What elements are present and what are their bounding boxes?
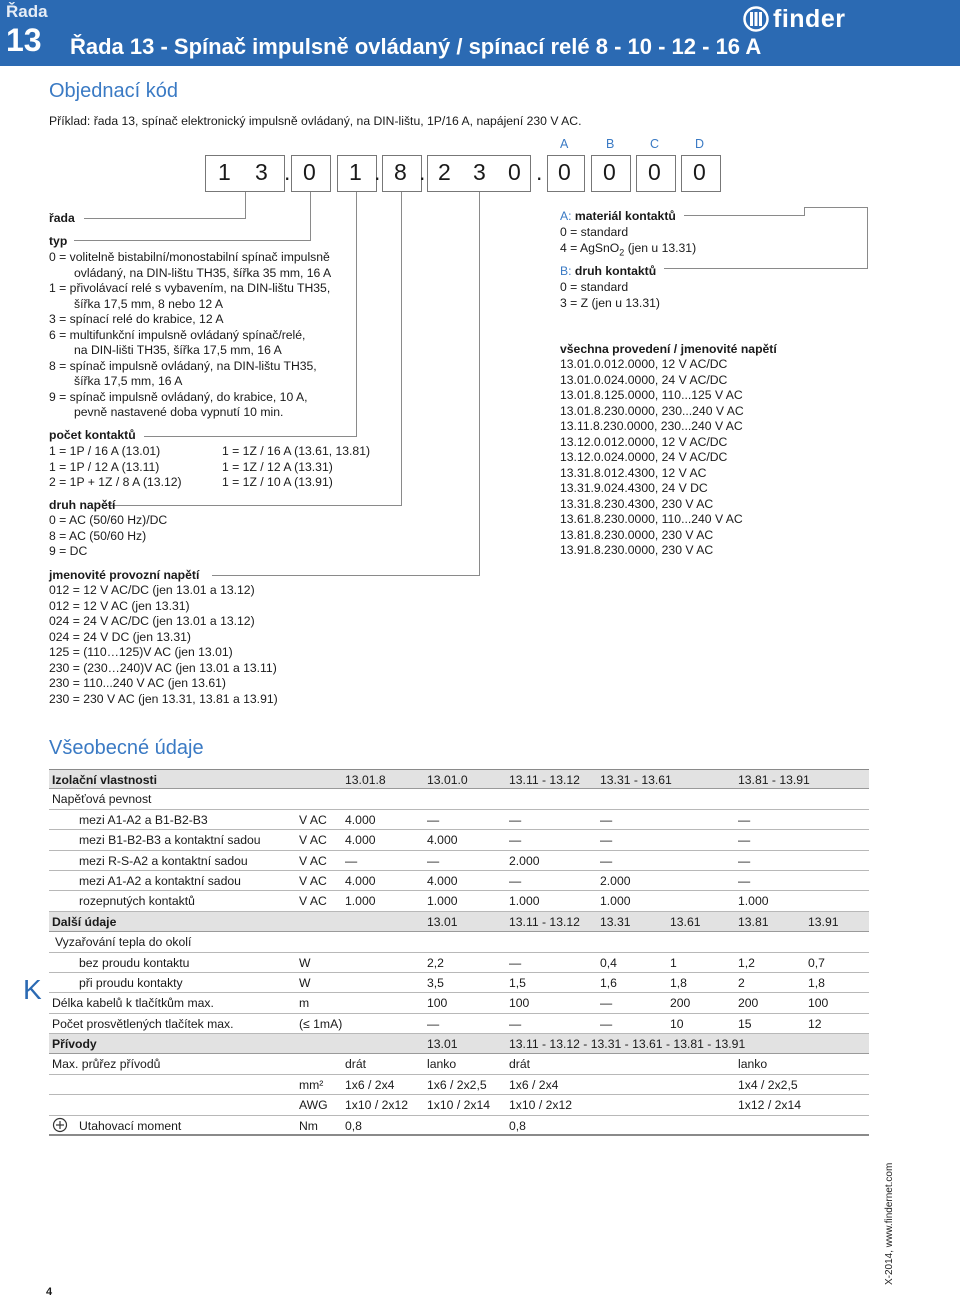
version-line: 13.31.8.012.4300, 12 V AC — [560, 465, 707, 480]
rated-line: 230 = (230…240)V AC (jen 13.01 a 13.11) — [49, 660, 277, 675]
code-dot: . — [419, 159, 426, 185]
table-cell: 1,8 — [808, 975, 825, 990]
voltage-type-line: 0 = AC (50/60 Hz)/DC — [49, 513, 168, 527]
rated-voltage-list — [49, 583, 278, 707]
table-cell: 13.01.8 — [345, 773, 386, 787]
connector-line — [867, 207, 868, 269]
table-cell: Přívody — [52, 1037, 97, 1052]
table-cell: — — [738, 873, 751, 888]
table-cell: bez proudu kontaktu — [79, 955, 190, 970]
rated-line: 024 = 24 V AC/DC (jen 13.01 a 13.12) — [49, 614, 255, 628]
typ-line: 9 = spínač impulsně ovládaný, do krabice, 10 A, — [49, 389, 308, 404]
table-row — [49, 1116, 869, 1136]
typ-line: pevně nastavené doba vypnutí 10 min. — [74, 405, 284, 419]
table-cell: 0,4 — [600, 955, 617, 970]
side-text: X-2014, www.findernet.com — [884, 1162, 895, 1285]
table-cell: 13.31 — [600, 914, 631, 929]
version-line: 13.01.0.012.0000, 12 V AC/DC — [560, 357, 728, 371]
table-cell: mezi B1-B2-B3 a kontaktní sadou — [79, 833, 261, 848]
connector-line — [356, 192, 357, 437]
table-cell: W — [299, 975, 311, 990]
table-cell: 100 — [808, 996, 829, 1011]
typ-line: 1 = přivolávací relé s vybavením, na DIN-lištu TH35, — [49, 281, 331, 295]
table-cell: 0,8 — [509, 1118, 526, 1133]
table-cell: — — [738, 833, 751, 848]
a-prefix: A: — [560, 209, 572, 223]
version-line: 13.11.8.230.0000, 230...240 V AC — [560, 419, 743, 433]
table-cell: 1,8 — [670, 975, 687, 990]
table-row — [49, 891, 869, 911]
table-cell: W — [299, 955, 311, 970]
table-cell: 1x6 / 2x4 — [345, 1077, 395, 1092]
table-cell: Další údaje — [52, 914, 117, 929]
table-cell: 13.11 - 13.12 — [509, 773, 580, 787]
table-cell: 1.000 — [600, 894, 631, 909]
brand-name: finder — [773, 4, 846, 33]
table-row — [49, 1095, 869, 1115]
table-cell: V AC — [299, 812, 327, 827]
connector-line — [108, 505, 402, 506]
table-header-row — [49, 912, 869, 932]
a-line-agsno2 — [560, 241, 696, 261]
table-cell: 13.81 — [738, 914, 769, 929]
finder-logo-icon — [743, 6, 769, 32]
page-title: Řada 13 - Spínač impulsně ovládaný / spínací relé 8 - 10 - 12 - 16 A — [70, 34, 762, 59]
typ-line: ovládaný, na DIN-lištu TH35, šířka 35 mm, 16 A — [74, 265, 332, 280]
table-cell: 1x10 / 2x12 — [509, 1098, 573, 1113]
table-cell: drát — [509, 1057, 531, 1072]
code-digit: 3 — [473, 159, 486, 185]
table-cell: 15 — [738, 1016, 752, 1031]
a-line: 0 = standard — [560, 225, 629, 239]
code-digit: 0 — [303, 159, 316, 185]
rated-line: 230 = 110...240 V AC (jen 13.61) — [49, 676, 226, 690]
connector-line — [401, 192, 402, 506]
table-row — [49, 1014, 869, 1034]
connector-line — [804, 207, 805, 216]
table-cell: — — [600, 812, 613, 827]
section-letter: K — [23, 974, 42, 1005]
table-cell: 10 — [670, 1016, 684, 1031]
general-title: Všeobecné údaje — [49, 737, 204, 759]
table-cell: — — [738, 812, 751, 827]
rated-line: 125 = (110…125)V AC (jen 13.01) — [49, 645, 233, 659]
code-dot: . — [536, 159, 543, 185]
table-cell: Utahovací moment — [79, 1118, 182, 1133]
table-cell: drát — [345, 1057, 367, 1072]
contacts-line: 1 = 1P / 12 A (13.11) — [49, 459, 160, 474]
table-cell: — — [738, 853, 751, 868]
table-cell: — — [509, 833, 522, 848]
table-cell: — — [600, 996, 613, 1011]
version-line: 13.61.8.230.0000, 110...240 V AC — [560, 512, 743, 526]
all-versions-list — [560, 357, 744, 559]
connector-line — [74, 240, 311, 241]
contacts-line: 1 = 1Z / 12 A (13.31) — [222, 459, 333, 474]
table-cell: 1.000 — [738, 894, 769, 909]
table-row — [49, 953, 869, 973]
table-cell: 100 — [509, 996, 530, 1011]
table-cell: 13.01 — [427, 914, 458, 929]
page-header — [0, 0, 960, 66]
code-digit: 2 — [438, 159, 451, 185]
table-cell: 1x6 / 2x2,5 — [427, 1077, 487, 1092]
table-cell: 13.01 — [427, 1037, 458, 1052]
code-letter-d: D — [695, 137, 705, 151]
typ-label: typ — [49, 234, 68, 248]
table-cell: V AC — [299, 833, 327, 848]
rated-line: 012 = 12 V AC/DC (jen 13.01 a 13.12) — [49, 583, 255, 597]
table-row — [49, 810, 869, 830]
table-cell: 13.61 — [670, 914, 701, 929]
a-line2-tail: (jen u 13.31) — [624, 241, 697, 255]
table-cell: 1.000 — [345, 894, 376, 909]
table-cell: V AC — [299, 873, 327, 888]
contacts-line: 1 = 1Z / 16 A (13.61, 13.81) — [222, 444, 371, 458]
table-row — [49, 871, 869, 891]
code-dot: . — [374, 159, 381, 185]
table-cell: 4.000 — [427, 873, 458, 888]
side-note — [875, 1162, 895, 1290]
table-cell: — — [600, 833, 613, 848]
version-line: 13.01.8.230.0000, 230...240 V AC — [560, 403, 744, 418]
table-cell: 1,6 — [600, 975, 617, 990]
table-row — [49, 789, 869, 809]
table-cell: Vyzařování tepla do okolí — [55, 935, 192, 950]
code-digit: 0 — [693, 159, 706, 185]
table-cell: 13.31 - 13.61 — [600, 773, 672, 787]
typ-line: šířka 17,5 mm, 16 A — [74, 374, 183, 388]
b-line: 0 = standard — [560, 280, 629, 294]
code-dot: . — [284, 159, 291, 185]
contacts-line: 2 = 1P + 1Z / 8 A (13.12) — [49, 475, 182, 489]
table-cell: Počet prosvětlených tlačítek max. — [52, 1016, 234, 1031]
b-line: 3 = Z (jen u 13.31) — [560, 295, 660, 310]
connector-line — [310, 192, 311, 241]
code-box-series — [205, 155, 285, 192]
table-cell: (≤ 1mA) — [299, 1016, 343, 1031]
table-cell: Délka kabelů k tlačítkům max. — [52, 996, 214, 1011]
table-cell: m — [299, 996, 310, 1011]
table-row — [49, 1054, 869, 1074]
version-line: 13.01.0.024.0000, 24 V AC/DC — [560, 372, 728, 387]
table-cell: Max. průřez přívodů — [52, 1057, 161, 1072]
table-cell: 0,8 — [345, 1118, 362, 1133]
code-letter-a: A — [560, 137, 569, 151]
contacts-right — [222, 444, 370, 491]
code-digit: 8 — [394, 159, 407, 185]
table-cell: AWG — [299, 1098, 328, 1113]
contacts-label: počet kontaktů — [49, 428, 136, 442]
connector-line — [664, 268, 868, 269]
b-list — [560, 280, 660, 311]
version-line: 13.81.8.230.0000, 230 V AC — [560, 527, 714, 542]
all-versions-label: všechna provedení / jmenovité napětí — [560, 342, 777, 356]
table-cell: při proudu kontakty — [79, 975, 183, 990]
table-cell: — — [427, 1016, 440, 1031]
code-digit: 0 — [648, 159, 661, 185]
table-cell: rozepnutých kontaktů — [79, 894, 195, 909]
connector-line — [804, 207, 867, 208]
rated-line: 012 = 12 V AC (jen 13.31) — [49, 598, 190, 613]
table-row — [49, 830, 869, 850]
screw-icon — [52, 1117, 68, 1133]
table-cell: 13.81 - 13.91 — [738, 773, 810, 787]
table-cell: 100 — [427, 996, 448, 1011]
version-line: 13.12.0.012.0000, 12 V AC/DC — [560, 434, 728, 449]
table-cell: V AC — [299, 853, 327, 868]
table-cell: 13.01.0 — [427, 773, 468, 787]
typ-line: 0 = volitelně bistabilní/monostabilní spínač impulsně — [49, 250, 330, 264]
table-cell: — — [600, 853, 613, 868]
table-cell: 1.000 — [509, 894, 540, 909]
table-cell: lanko — [427, 1057, 457, 1072]
typ-line: 8 = spínač impulsně ovládaný, na DIN-lištu TH35, — [49, 358, 317, 373]
table-cell: 4.000 — [345, 833, 376, 848]
table-cell: 200 — [738, 996, 759, 1011]
code-letter-b: B — [606, 137, 615, 151]
contacts-left — [49, 444, 182, 491]
table-row — [49, 932, 869, 952]
version-line: 13.31.9.024.4300, 24 V DC — [560, 481, 708, 495]
table-cell: 13.91 — [808, 914, 839, 929]
table-cell: 1x12 / 2x14 — [738, 1098, 802, 1113]
series-label: Řada — [6, 2, 48, 21]
table-header-row — [49, 1034, 869, 1054]
order-code-title: Objednací kód — [49, 80, 178, 102]
table-cell: lanko — [738, 1057, 768, 1072]
table-cell: Napěťová pevnost — [52, 792, 152, 807]
table-cell: — — [427, 812, 440, 827]
finder-logo — [743, 4, 845, 34]
table-cell: Nm — [299, 1118, 318, 1133]
voltage-type-label: druh napětí — [49, 498, 116, 512]
table-row — [49, 1075, 869, 1095]
table-cell: — — [427, 853, 440, 868]
table-cell: 4.000 — [345, 873, 376, 888]
voltage-type-list — [49, 513, 167, 560]
table-cell: 2,2 — [427, 955, 444, 970]
table-cell: 2.000 — [509, 853, 540, 868]
a-line2-sub: 2 — [619, 247, 625, 258]
table-cell: 1x10 / 2x12 — [345, 1098, 409, 1113]
table-cell: 0,7 — [808, 955, 825, 970]
table-cell: 1x4 / 2x2,5 — [738, 1077, 798, 1092]
rated-voltage-label: jmenovité provozní napětí — [49, 568, 200, 582]
table-cell: 2 — [738, 975, 745, 990]
version-line: 13.91.8.230.0000, 230 V AC — [560, 543, 714, 557]
order-example: Příklad: řada 13, spínač elektronický impulsně ovládaný, na DIN-lištu, 1P/16 A, napájení 230 V AC. — [49, 114, 582, 128]
b-prefix: B: — [560, 264, 572, 278]
table-cell: 200 — [670, 996, 691, 1011]
typ-line: 3 = spínací relé do krabice, 12 A — [49, 312, 224, 326]
table-cell: 1,2 — [738, 955, 755, 970]
table-cell: 1,5 — [509, 975, 526, 990]
table-cell: 1 — [670, 955, 677, 970]
table-cell: — — [509, 812, 522, 827]
code-digit: 1 — [349, 159, 362, 185]
b-label: druh kontaktů — [574, 264, 657, 278]
a-line2-main: 4 = AgSnO — [560, 241, 620, 255]
table-row — [49, 993, 869, 1013]
table-cell: — — [345, 853, 358, 868]
table-row — [49, 851, 869, 871]
table-cell: 1x6 / 2x4 — [509, 1077, 559, 1092]
table-cell: V AC — [299, 894, 327, 909]
table-cell: — — [509, 873, 522, 888]
voltage-type-line: 8 = AC (50/60 Hz) — [49, 528, 147, 543]
connector-line — [212, 575, 480, 576]
connector-line — [479, 192, 480, 576]
rated-line: 024 = 24 V DC (jen 13.31) — [49, 629, 191, 644]
connector-line — [245, 192, 246, 219]
code-digit: 0 — [558, 159, 571, 185]
table-cell: 13.11 - 13.12 - 13.31 - 13.61 - 13.81 - 13.91 — [509, 1037, 746, 1052]
code-digit: 0 — [508, 159, 521, 185]
table-cell: 3,5 — [427, 975, 444, 990]
connector-line — [684, 215, 804, 216]
a-label: materiál kontaktů — [574, 209, 676, 223]
contact-material-heading — [560, 209, 676, 225]
rada-label: řada — [49, 211, 75, 225]
table-cell: 13.11 - 13.12 — [509, 914, 580, 929]
code-digit: 0 — [603, 159, 616, 185]
table-cell: mezi A1-A2 a B1-B2-B3 — [79, 812, 208, 827]
code-digit: 1 — [218, 159, 231, 185]
table-cell: — — [600, 1016, 613, 1031]
table-cell: 12 — [808, 1016, 822, 1031]
code-letter-c: C — [650, 137, 660, 151]
table-cell: — — [509, 1016, 522, 1031]
typ-list — [49, 250, 331, 421]
table-cell: Izolační vlastnosti — [52, 773, 157, 787]
typ-line: 6 = multifunkční impulsně ovládaný spínač/relé, — [49, 327, 306, 342]
table-cell: 2.000 — [600, 873, 631, 888]
contacts-line: 1 = 1P / 16 A (13.01) — [49, 444, 161, 458]
table-cell: 1.000 — [427, 894, 458, 909]
typ-line: na DIN-lišti TH35, šířka 17,5 mm, 16 A — [74, 343, 282, 357]
version-line: 13.12.0.024.0000, 24 V AC/DC — [560, 450, 728, 464]
version-line: 13.31.8.230.4300, 230 V AC — [560, 496, 714, 511]
table-header-row — [49, 769, 869, 789]
table-cell: 4.000 — [427, 833, 458, 848]
typ-line: šířka 17,5 mm, 8 nebo 12 A — [74, 296, 224, 311]
contacts-line: 1 = 1Z / 10 A (13.91) — [222, 475, 333, 489]
page-number: 4 — [46, 1286, 53, 1298]
table-cell: mezi R-S-A2 a kontaktní sadou — [79, 853, 248, 868]
table-cell: mezi A1-A2 a kontaktní sadou — [79, 873, 241, 888]
table-row — [49, 973, 869, 993]
table-cell: 1x10 / 2x14 — [427, 1098, 491, 1113]
table-cell: 4.000 — [345, 812, 376, 827]
connector-line — [84, 218, 246, 219]
general-data-table — [49, 769, 869, 1136]
code-digit: 3 — [255, 159, 268, 185]
table-cell: mm² — [299, 1077, 324, 1092]
connector-line — [144, 436, 357, 437]
voltage-type-line: 9 = DC — [49, 544, 88, 558]
contact-type-heading — [560, 264, 656, 280]
series-number: 13 — [6, 22, 42, 58]
version-line: 13.01.8.125.0000, 110...125 V AC — [560, 388, 743, 402]
table-cell: — — [509, 955, 522, 970]
rated-line: 230 = 230 V AC (jen 13.31, 13.81 a 13.91) — [49, 691, 278, 706]
